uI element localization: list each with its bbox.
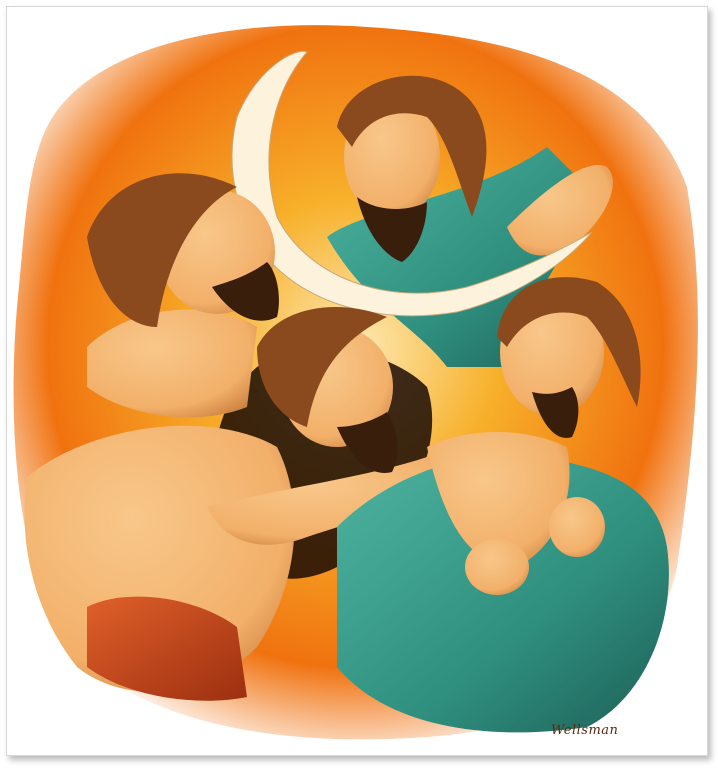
quarrel-illustration — [7, 7, 707, 755]
artist-signature: Wellsman — [551, 723, 619, 738]
man-right-fist-right — [549, 497, 605, 557]
man-right-fist-left — [465, 539, 529, 595]
illustration-frame — [6, 6, 708, 756]
man-left-figure — [87, 173, 279, 417]
